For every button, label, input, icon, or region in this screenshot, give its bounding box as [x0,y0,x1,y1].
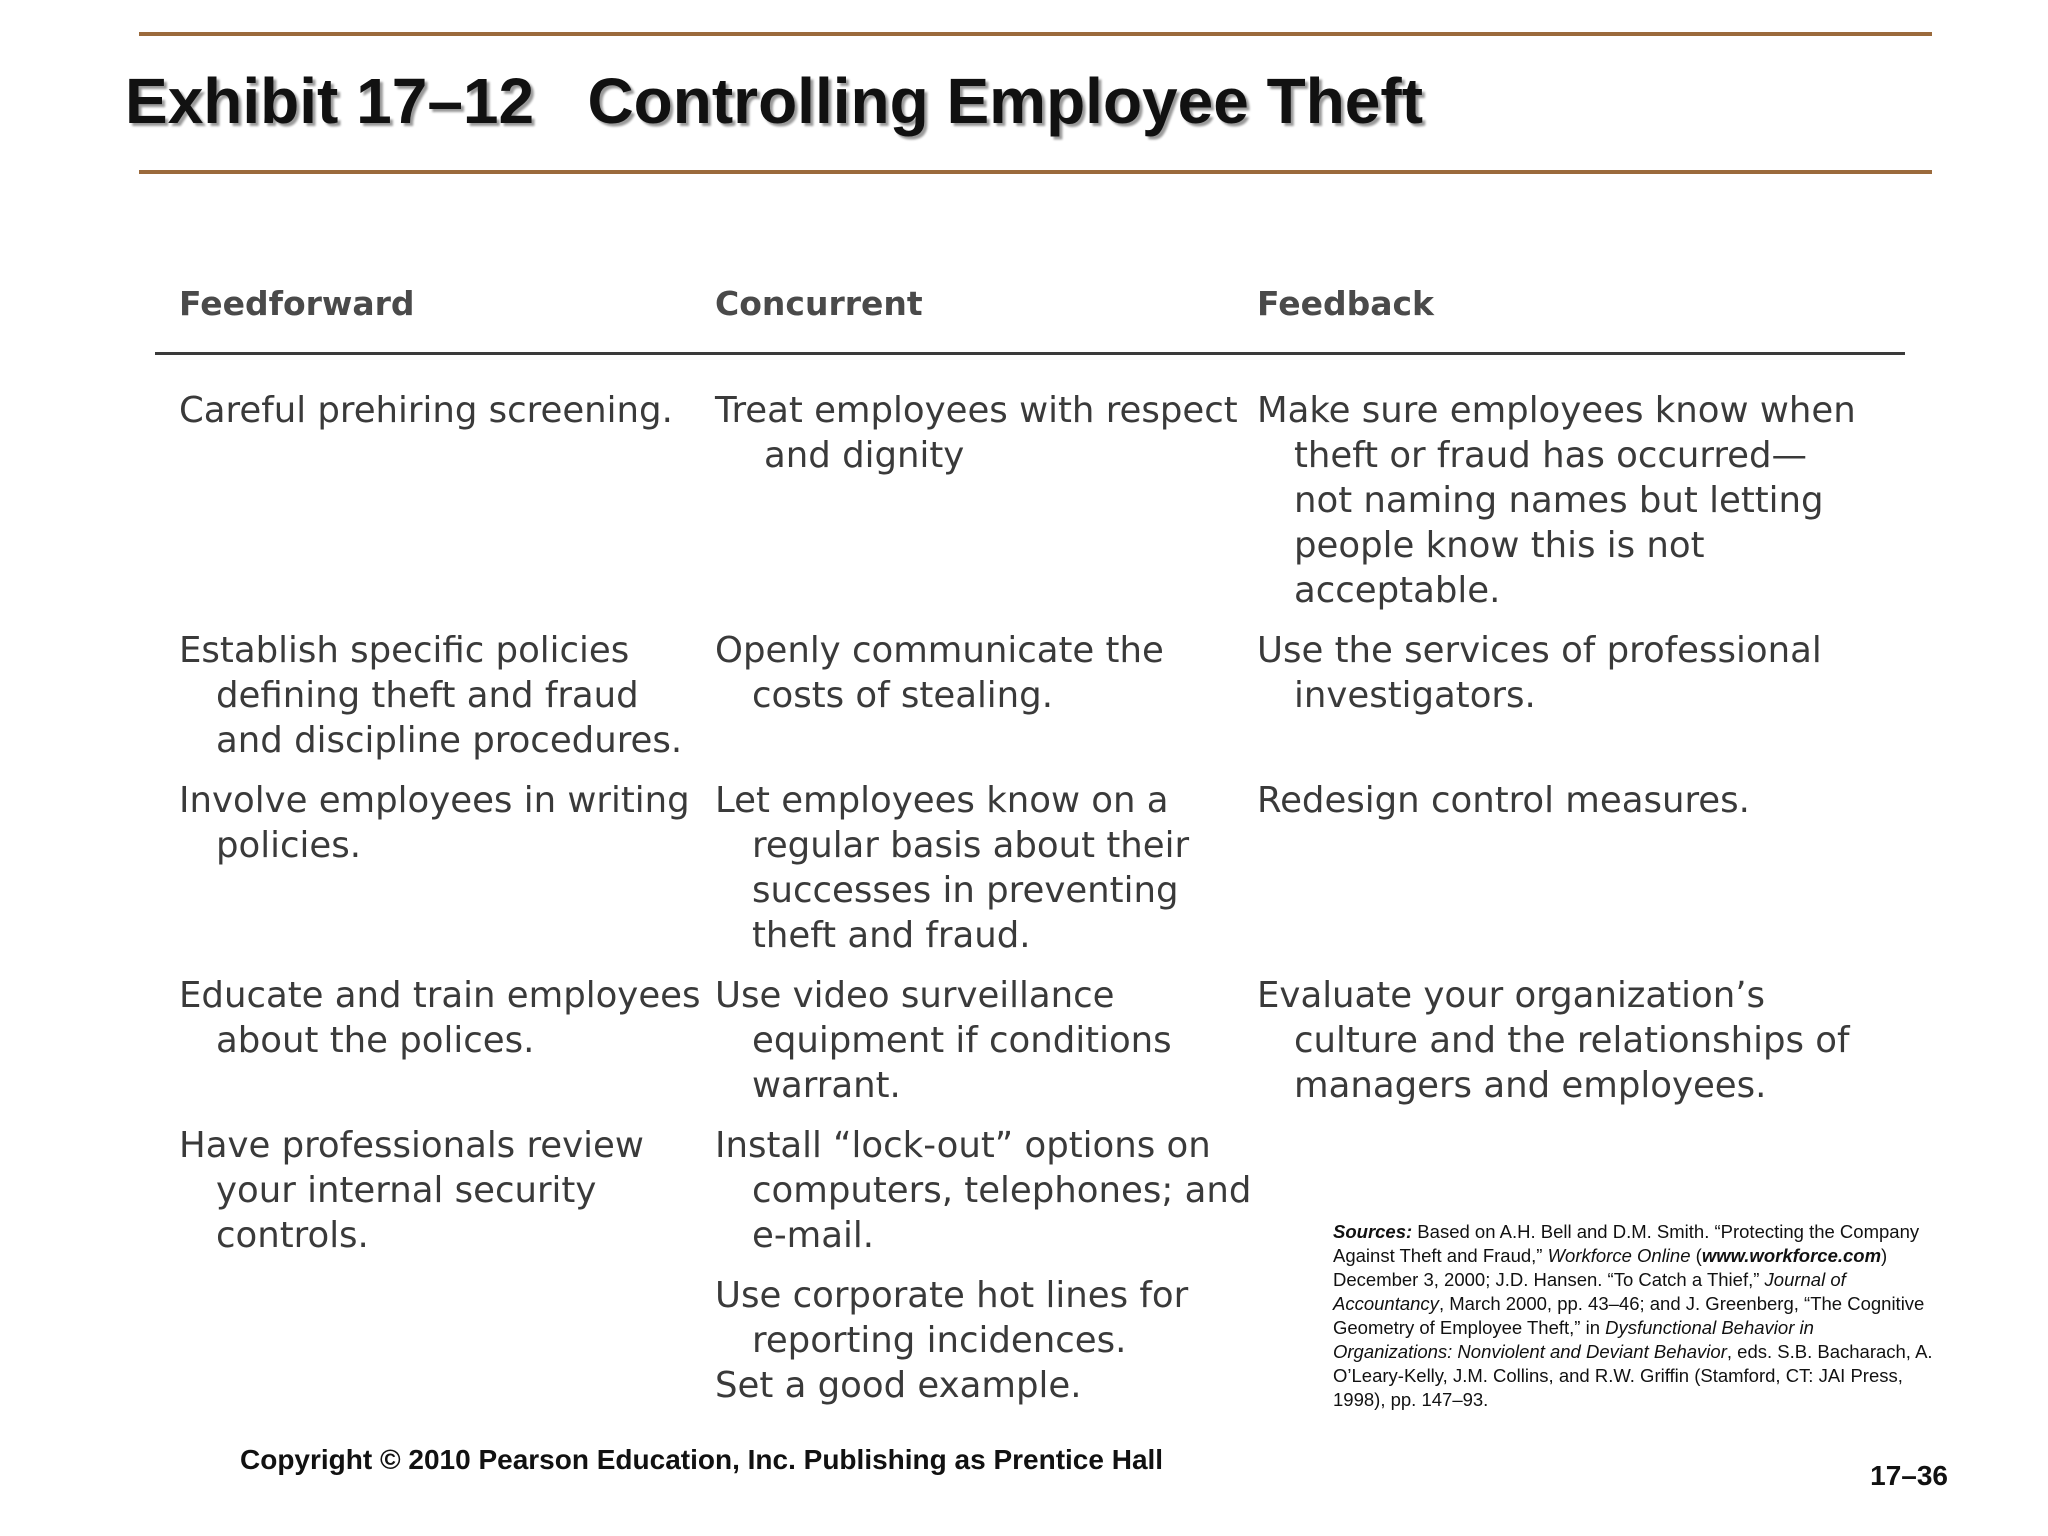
list-item: Redesign control measures. [1257,780,1750,821]
slide-number: 17–36 [1870,1460,1948,1491]
list-item: Use the services of professional investigators. [1257,630,1822,716]
slide-title: Exhibit 17–12 Controlling Employee Theft [125,65,1423,137]
sources-text: , March 2000, pp. 43–46; and J. Greenberg, “The Cognitive Geometry of Employee Theft,” in [1333,1293,1925,1338]
header-concurrent: Concurrent [715,284,923,323]
list-item: Careful prehiring screening. [179,390,673,431]
sources-label: Sources: [1333,1221,1413,1242]
list-item: Educate and train employees about the polices. [179,975,701,1061]
list-item: Set a good example. [715,1365,1082,1406]
sources-text: Based on A.H. Bell and D.M. Smith. “Protecting the Company Against Theft and Fraud,” [1333,1221,1920,1266]
list-item: Use video surveillance equipment if conditions warrant. [715,975,1172,1106]
list-item: Install “lock-out” options on computers, telephones; and e-mail. [715,1125,1252,1256]
sources-text: ( [1690,1245,1702,1266]
list-item: Make sure employees know when theft or fraud has occurred—not naming names but letting people know this is not acceptable. [1257,390,1856,611]
list-item: Openly communicate the costs of stealing. [715,630,1164,716]
list-item: Evaluate your organization’s culture and the relationships of managers and employees. [1257,975,1850,1106]
sources-text: ) December 3, 2000; J.D. Hansen. “To Catch a Thief,” [1333,1245,1888,1290]
header-feedback: Feedback [1257,284,1434,323]
header-feedforward: Feedforward [179,284,415,323]
copyright-notice: Copyright © 2010 Pearson Education, Inc. Publishing as Prentice Hall [240,1444,1164,1475]
list-item: Use corporate hot lines for reporting incidences. [715,1275,1189,1361]
top-divider [139,32,1932,36]
sources-publication: Workforce Online [1547,1245,1691,1266]
title-divider [139,170,1932,174]
sources-text: , eds. S.B. Bacharach, A. O’Leary-Kelly, J.M. Collins, and R.W. Griffin (Stamford, CT: JAI Press, 1998), pp. 147–93. [1333,1341,1933,1410]
list-item: Establish specific policies defining theft and fraud and discipline procedures. [179,630,683,761]
sources-publication: Dysfunctional Behavior in Organizations: Nonviolent and Deviant Behavior [1333,1317,1814,1362]
header-divider [155,352,1905,355]
sources-url: www.workforce.com [1701,1245,1882,1266]
list-item: Have professionals review your internal security controls. [179,1125,644,1256]
sources-citation [1333,1220,1933,1412]
list-item: Involve employees in writing policies. [179,780,690,866]
list-item: Let employees know on a regular basis about their successes in preventing theft and fraud. [715,780,1190,956]
sources-publication: Journal of Accountancy [1333,1269,1846,1314]
list-item: Treat employees with respect and dignity [715,390,1238,476]
